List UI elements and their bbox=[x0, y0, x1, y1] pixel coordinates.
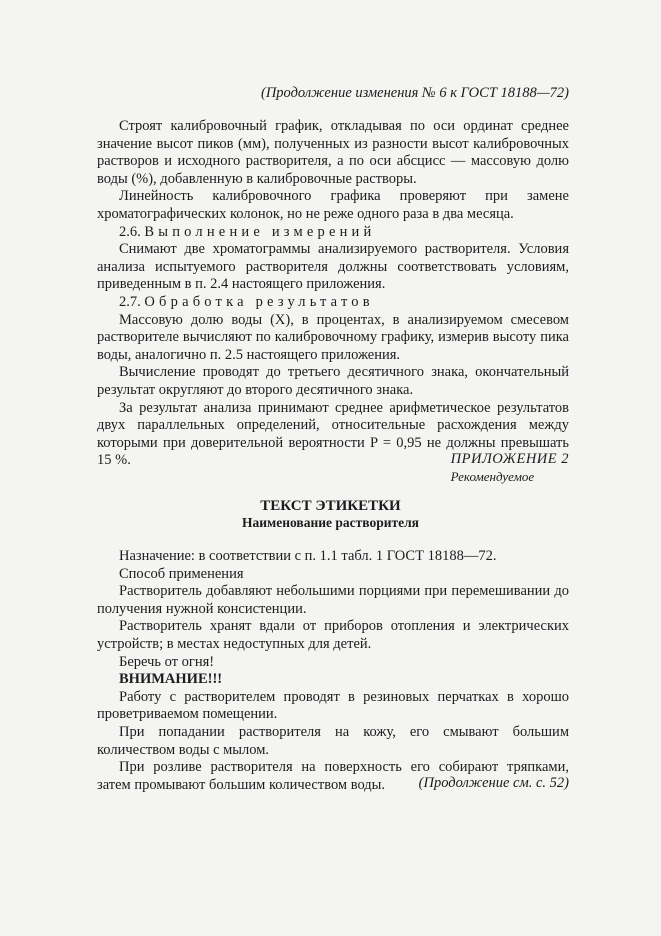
label-title: ТЕКСТ ЭТИКЕТКИ bbox=[260, 498, 401, 514]
paragraph: За результат анализа принимают среднее арифметическое результатов двух параллельных определений, относительные расхождения между которыми при доверительной вероятности P = 0,95 не должны превышать 15 %. bbox=[97, 399, 569, 469]
section-heading-2-7 bbox=[97, 294, 569, 312]
attention-text: ВНИМАНИЕ!!! bbox=[119, 671, 223, 688]
appendix-heading bbox=[451, 451, 569, 485]
section-number: 2.7. bbox=[119, 293, 141, 310]
page-header: (Продолжение изменения № 6 к ГОСТ 18188—72) bbox=[260, 85, 569, 101]
paragraph: Работу с растворителем проводят в резиновых перчатках в хорошо проветриваемом помещении. bbox=[97, 688, 569, 723]
appendix-title: ПРИЛОЖЕНИЕ 2 bbox=[450, 451, 569, 467]
section-title: Обработка результатов bbox=[144, 293, 374, 310]
label-text-block bbox=[97, 548, 569, 794]
paragraph: Растворитель хранят вдали от приборов отопления и электрических устройств; в местах недоступных для детей. bbox=[97, 618, 569, 652]
paragraph: Массовую долю воды (X), в процентах, в анализируемом смесевом растворителе вычисляют по калибровочному графику, измерив высоту пика воды, аналогично п. 2.5 настоящего приложения. bbox=[97, 311, 569, 363]
top-text-block bbox=[97, 118, 569, 470]
page-footer: (Продолжение см. с. 52) bbox=[418, 775, 569, 791]
paragraph: Линейность калибровочного графика проверяют при замене хроматографических колонок, но не реже одного раза в два месяца. bbox=[97, 188, 569, 222]
fire-warning: Беречь от огня! bbox=[119, 653, 215, 670]
paragraph: При розливе растворителя на поверхность его собирают тряпками, затем промывают большим количеством воды. bbox=[97, 759, 569, 793]
paragraph: Растворитель добавляют небольшими порциями при перемешивании до получения нужной консистенции. bbox=[97, 583, 569, 617]
label-usage-heading: Способ применения bbox=[119, 565, 244, 582]
section-heading-2-6 bbox=[97, 224, 569, 242]
attention-heading bbox=[97, 671, 569, 689]
section-number: 2.6. bbox=[119, 223, 141, 240]
paragraph: Строят калибровочный график, откладывая по оси ординат среднее значение высот пиков (мм), полученных из разности высот калибровочных растворов и исходного растворителя, а по оси абсцисс — массовую долю воды (%), добавленную в калибровочные растворы. bbox=[97, 118, 569, 187]
appendix-subtitle: Рекомендуемое bbox=[450, 469, 535, 484]
label-purpose: Назначение: в соответствии с п. 1.1 табл. 1 ГОСТ 18188—72. bbox=[119, 548, 497, 564]
paragraph: Вычисление проводят до третьего десятичного знака, окончательный результат округляют до второго десятичного знака. bbox=[97, 364, 569, 398]
label-subtitle: Наименование растворителя bbox=[242, 515, 419, 530]
section-title: Выполнение измерений bbox=[144, 223, 376, 240]
paragraph: При попадании растворителя на кожу, его смывают большим количеством воды с мылом. bbox=[97, 723, 569, 758]
paragraph: Снимают две хроматограммы анализируемого растворителя. Условия анализа испытуемого растворителя должны соответствовать условиям, приведенным в п. 2.4 настоящего приложения. bbox=[97, 241, 569, 293]
